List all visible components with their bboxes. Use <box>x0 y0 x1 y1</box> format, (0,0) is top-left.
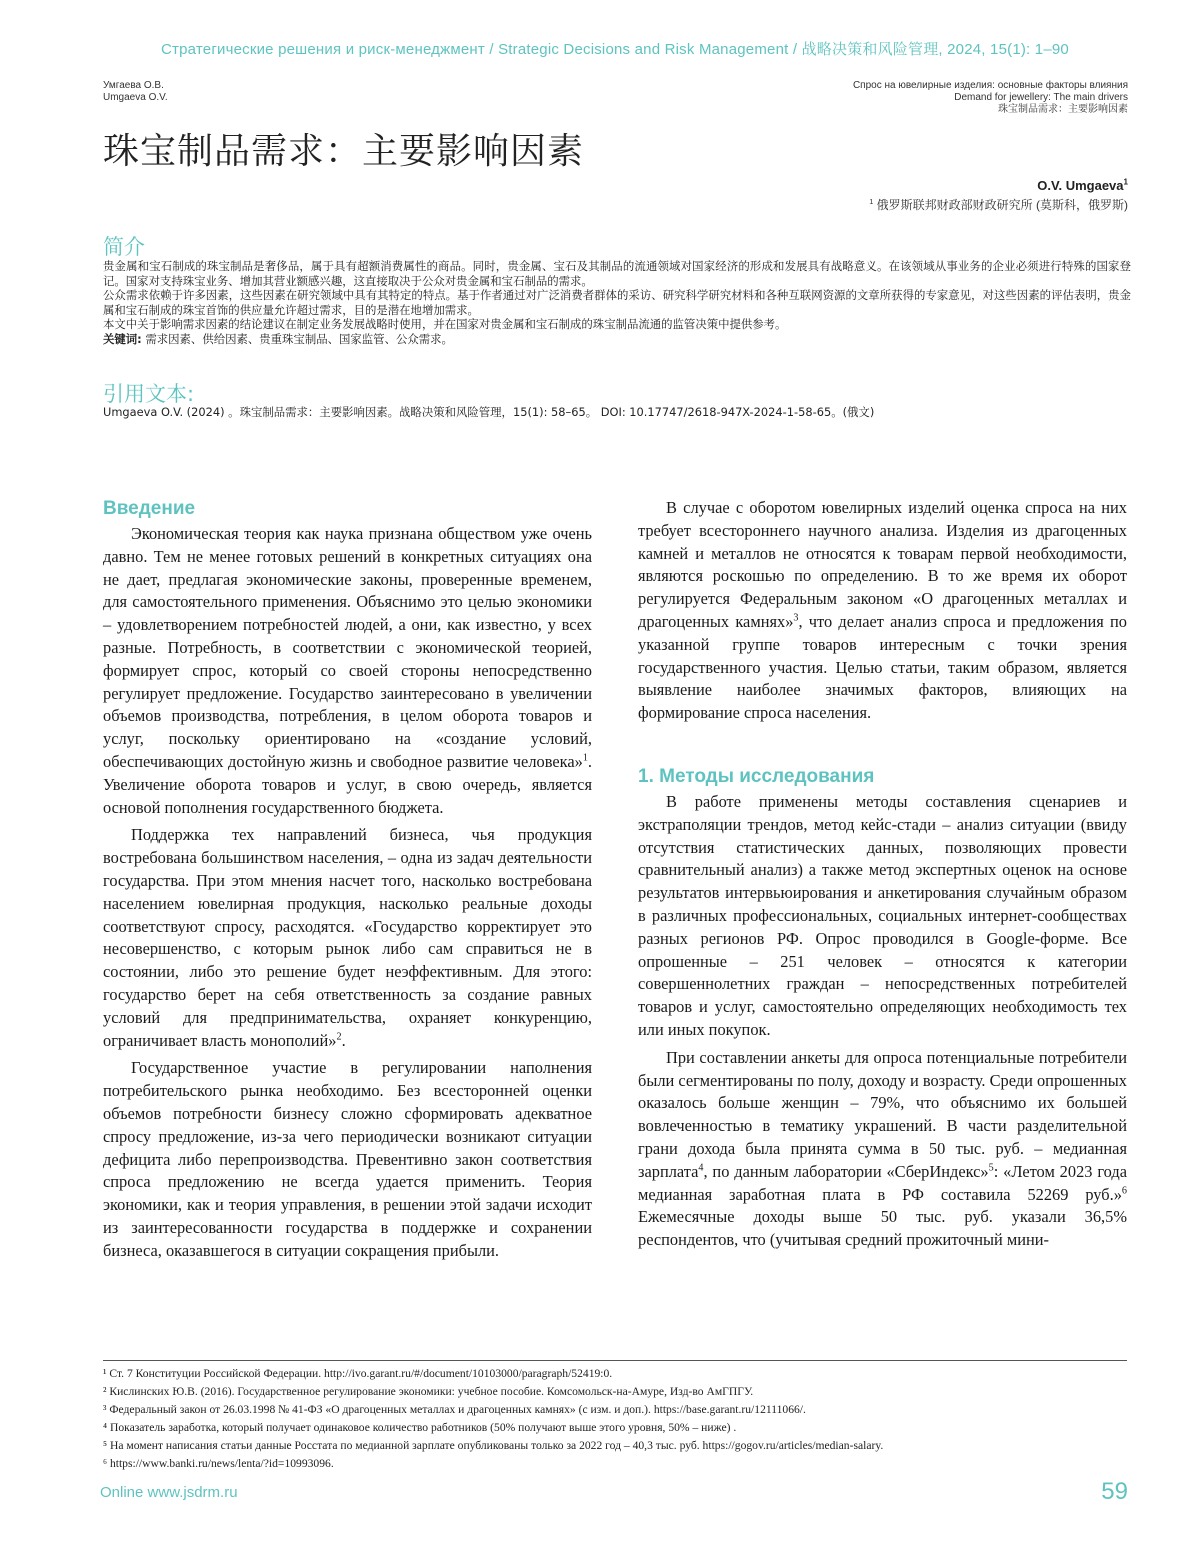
author-name <box>869 178 1128 193</box>
keywords-label: 关键词: <box>103 331 142 346</box>
text-run: Ежемесячные доходы выше 50 тыс. руб. указали 36,5% респондентов, что (учитывая средний прожиточный мини- <box>638 1207 1127 1250</box>
text-run: Экономическая теория как наука признана обществом уже очень давно. Тем не менее готовых решений в конкретных ситуациях она не дает, предлагая экономические законы, проверенные временем, для самостоятельного применения. Объяснимо это целью экономики – удовлетворением потребностей людей, а они, как известно, у всех разные. Потребность, в соответствии с экономической теорией, формирует спрос, который со своей стороны непосредственно регулирует предложение. Государство заинтересовано в увеличении объемов производства, потребления, в целом оборота товаров и услуг, поскольку ориентировано на «создание условий, обеспечивающих достойную жизнь и свободное развитие человека» <box>103 524 592 771</box>
affiliation-marker: 1 <box>869 197 874 206</box>
running-author-ru: Умгаева О.В. <box>103 80 164 91</box>
footnote-ref: 6 <box>1121 1185 1127 1197</box>
keywords-text: 需求因素、供给因素、贵重珠宝制品、国家监管、公众需求。 <box>145 331 453 346</box>
text-run: , по данным лаборатории «СберИндекс» <box>703 1161 989 1181</box>
footnote-ref: 2 <box>336 1031 342 1043</box>
author-affiliation <box>869 196 1128 213</box>
body-paragraph: Государственное участие в регулировании наполнения потребительского рынка необходимо. Без всесторонней оценки объемов потребности бизнесу сложно сформировать адекватное спросу предложение, из-за чего периодически возникают ситуации дефицита либо перепроизводства. Превентивно закон соответствия спроса предложению не всегда удается применить. Теория экономики, как и теория управления, в решении этой задачи исходит из заинтересованности государства в поддержке и сохранении бизнеса, оказавшегося в ситуации сокращения прибыли. <box>103 1058 592 1260</box>
body-paragraph <box>103 824 592 1052</box>
footnote: ² Кислинских Ю.В. (2016). Государственное регулирование экономики: учебное пособие. Комсомольск-на-Амуре, Изд-во АмГПГУ. <box>103 1385 754 1398</box>
text-run: : «Летом 2023 года медианная заработная плата в РФ составила 52269 руб.» <box>638 1161 1127 1204</box>
text-run: , что делает анализ спроса и предложения по указанной группе товаров интересным с точки зрения государственного участия. Целью статьи, таким образом, является выявление наиболее значимых факторов, влияющих на формирование спроса населения. <box>638 611 1127 723</box>
footer-website: Online www.jsdrm.ru <box>100 1484 238 1501</box>
text-run: . Увеличение оборота товаров и услуг, в свою очередь, является основой пополнения государственного бюджета. <box>103 751 592 817</box>
journal-header: Стратегические решения и риск-менеджмент / Strategic Decisions and Risk Management / 战略决策和风险管理, 2024, 15(1): 1–90 <box>161 41 1069 58</box>
footnote: ³ Федеральный закон от 26.03.1998 № 41-ФЗ «О драгоценных металлах и драгоценных камнях» (с изм. и доп.). https://base.garant.ru/12111066/. <box>103 1403 806 1416</box>
left-column <box>103 497 592 1263</box>
body-paragraph <box>638 497 1127 725</box>
citation-text: Umgaeva O.V. (2024) 。珠宝制品需求：主要影响因素。战略决策和风险管理，15(1): 58–65。 DOI: 10.17747/2618-947X-2024-1-58-65。(俄文) <box>103 405 875 419</box>
affiliation-text: 俄罗斯联邦财政部财政研究所 (莫斯科，俄罗斯) <box>876 198 1128 212</box>
methods-heading: 1. Методы исследования <box>638 765 875 787</box>
abstract-heading: 简介 <box>103 235 145 259</box>
text-run: При составлении анкеты для опроса потенциальные потребители были сегментированы по полу, доходу и возрасту. Среди опрошенных оказалось больше женщин – 79%, что объяснимо их большей вовлеченностью в тематику украшений. В части разделительной грани дохода была принята сумма в 50 тыс. руб. – медианная зарплата <box>638 1047 1127 1181</box>
author-name-text: O.V. Umgaeva <box>1037 178 1124 193</box>
footnote: ⁵ На момент написания статьи данные Росстата по медианной зарплате опубликованы только за 2022 год – 40,3 тыс. руб. https://gogov.ru/articles/median-salary. <box>103 1439 884 1452</box>
article-title: 珠宝制品需求：主要影响因素 <box>103 131 585 172</box>
running-title-ru: Спрос на ювелирные изделия: основные факторы влияния <box>852 80 1128 91</box>
text-run: Поддержка тех направлений бизнеса, чья продукция востребована большинством населения, – одна из задач деятельности государства. При этом мнения насчет того, насколько востребована населением ювелирная продукция, насколько реальные доходы соответствуют спросу, расходятся. «Государство корректирует это несовершенство, с которым рынок либо сам справиться не в состоянии, либо это решение будет неэффективным. Для этого: государство берет на себя ответственность за создание равных условий для предпринимательства, охраняет конкуренцию, ограничивает власть монополий» <box>103 825 592 1050</box>
text-run: . <box>341 1030 346 1050</box>
footnote-ref: 3 <box>793 612 799 624</box>
footnote-ref: 4 <box>698 1162 704 1174</box>
byline <box>869 178 1128 213</box>
author-affiliation-marker: 1 <box>1123 177 1128 187</box>
text-run: В случае с оборотом ювелирных изделий оценка спроса на них требует всестороннего научного анализа. Изделия из драгоценных камней и металлов не относятся к товарам первой необходимости, являются роскошью по определению. В то же время их оборот регулируется Федеральным законом «О драгоценных металлах и драгоценных камнях» <box>638 498 1127 631</box>
body-paragraph <box>638 1047 1127 1252</box>
abstract-paragraph: 贵金属和宝石制成的珠宝制品是奢侈品，属于具有超额消费属性的商品。同时，贵金属、宝石及其制品的流通领域对国家经济的形成和发展具有战略意义。在该领域从事业务的企业必须进行特殊的国家登记。国家对支持珠宝业务、增加其营业额感兴趣，这直接取决于公众对贵金属和宝石制品的需求。 <box>103 259 1131 288</box>
body-paragraph <box>103 523 592 819</box>
body-paragraph: В работе применены методы составления сценариев и экстраполяции трендов, метод кейс-стади – анализ ситуации (ввиду отсутствия статистических данных, позволяющих провести сравнительный анализ) а также метод экспертных оценок на основе результатов интервьюирования и анкетирования случайным образом в различных профессиональных, социальных интернет-сообществах разных регионов РФ. Опрос проводился в Google-форме. Все опрошенные – 251 человек – относятся к категории совершеннолетних граждан – непосредственных потребителей товаров и услуг, самостоятельно определяющих необходимость тех или иных покупок. <box>638 791 1127 1039</box>
abstract-paragraph: 本文中关于影响需求因素的结论建议在制定业务发展战略时使用，并在国家对贵金属和宝石制成的珠宝制品流通的监管决策中提供参考。 <box>103 317 787 332</box>
running-author-en: Umgaeva O.V. <box>103 92 168 103</box>
intro-heading: Введение <box>103 498 196 519</box>
running-title <box>853 80 1128 116</box>
abstract <box>103 259 1131 347</box>
footnote: ⁴ Показатель заработка, который получает одинаковое количество работников (50% получают выше этого уровня, 50% – ниже) . <box>103 1421 737 1434</box>
abstract-paragraph: 公众需求依赖于许多因素，这些因素在研究领域中具有其特定的特点。基于作者通过对广泛消费者群体的采访、研究科学研究材料和各种互联网资源的文章所获得的专家意见，对这些因素的评估表明，贵金属和宝石制成的珠宝首饰的供应量允许超过需求，目的是潜在地增加需求。 <box>103 288 1131 317</box>
running-title-en: Demand for jewellery: The main drivers <box>954 92 1128 103</box>
footnote-divider <box>103 1360 1127 1361</box>
footnotes <box>103 1365 1127 1473</box>
citation-heading: 引用文本: <box>103 382 195 406</box>
running-author <box>103 80 168 104</box>
footnote: ¹ Ст. 7 Конституции Российской Федерации. http://ivo.garant.ru/#/document/10103000/paragraph/52419:0. <box>103 1367 613 1380</box>
running-title-zh: 珠宝制品需求：主要影响因素 <box>998 104 1128 115</box>
footnote: ⁶ https://www.banki.ru/news/lenta/?id=10993096. <box>103 1457 334 1470</box>
footnote-ref: 5 <box>988 1162 994 1174</box>
right-column <box>638 497 1127 1252</box>
keywords <box>103 332 1131 347</box>
footnote-ref: 1 <box>582 752 588 764</box>
page-number: 59 <box>1101 1478 1128 1505</box>
